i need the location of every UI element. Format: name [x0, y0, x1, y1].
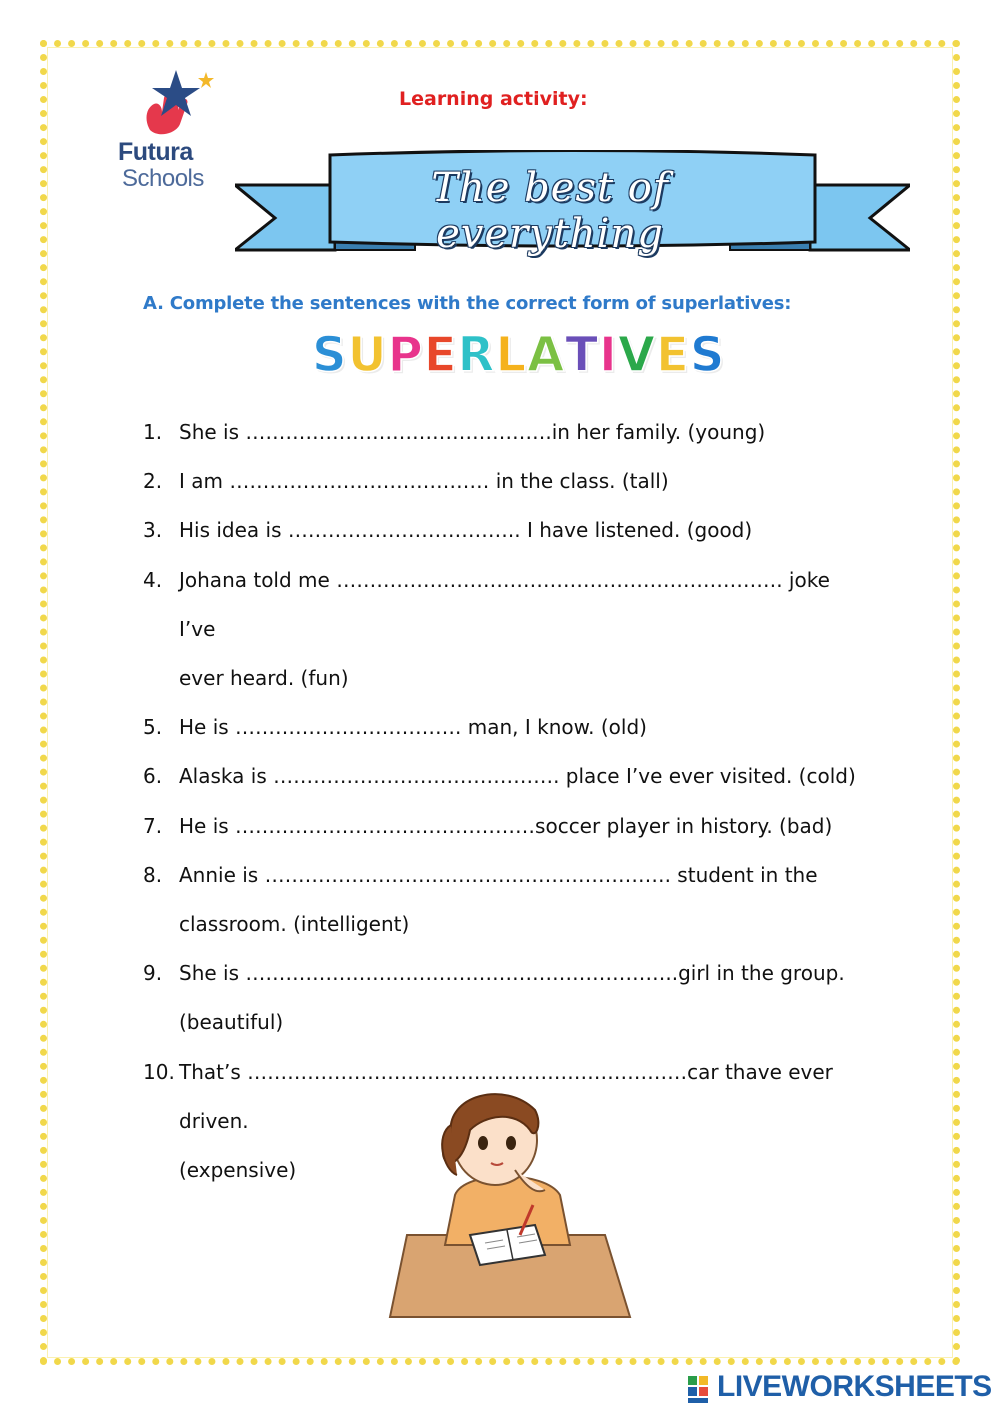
exercise-item — [143, 654, 863, 703]
superlatives-letter: E — [656, 327, 690, 383]
exercise-item — [143, 851, 863, 900]
logo-text-futura: Futura — [118, 138, 193, 166]
exercise-number: 10. — [143, 1059, 175, 1084]
exercise-text: (beautiful) — [179, 1010, 284, 1035]
futura-star-hand-logo-icon — [118, 68, 228, 140]
exercise-text: Annie is ……………………………………………………. student in the — [179, 862, 818, 887]
girl-studying-illustration-icon — [385, 1085, 635, 1325]
superlatives-letter: T — [565, 327, 600, 383]
section-a-instructions: A. Complete the sentences with the correct form of superlatives: — [143, 293, 792, 314]
exercise-item — [143, 900, 863, 949]
exercise-item — [143, 703, 863, 752]
superlatives-letter: V — [617, 327, 657, 383]
exercise-text: He is ………………………………………soccer player in history. (bad) — [179, 813, 833, 838]
footer-brand: LIVEWORKSHEETS — [717, 1370, 992, 1403]
superlatives-word-art — [312, 325, 772, 385]
exercise-text: His idea is …………………………….. I have listened. (good) — [179, 518, 753, 543]
logo-text-schools: Schools — [122, 165, 204, 192]
exercise-item — [143, 998, 863, 1047]
exercise-list — [143, 408, 863, 1195]
exercise-item — [143, 408, 863, 457]
superlatives-letter: I — [599, 327, 618, 383]
superlatives-letter: A — [527, 327, 566, 383]
exercise-number: 4. — [143, 567, 163, 592]
exercise-text: I am ………………………………… in the class. (tall) — [179, 469, 669, 494]
superlatives-letter: U — [347, 327, 388, 383]
futura-logo — [118, 68, 228, 193]
exercise-item — [143, 949, 863, 998]
exercise-item — [143, 556, 863, 654]
exercise-text: Johana told me …………………………………………………………. joke I’ve — [179, 567, 830, 641]
superlatives-letter: P — [387, 327, 424, 383]
superlatives-letter: L — [495, 327, 528, 383]
exercise-number: 3. — [143, 518, 163, 543]
exercise-text: She is ……………………………………….in her family. (young) — [179, 420, 766, 444]
exercise-text: She is ………………………………………………………..girl in the group. — [179, 961, 845, 986]
exercise-number: 2. — [143, 469, 163, 494]
exercise-item — [143, 752, 863, 801]
superlatives-letter: R — [457, 327, 496, 383]
exercise-number: 5. — [143, 715, 163, 740]
exercise-text: classroom. (intelligent) — [179, 912, 410, 937]
exercise-number: 6. — [143, 764, 163, 789]
banner-title: The best of everything — [431, 165, 669, 257]
activity-label: Learning activity: — [399, 88, 588, 110]
superlatives-letter: S — [689, 327, 726, 383]
exercise-number: 8. — [143, 862, 163, 887]
exercise-text: Alaska is ……………………………………. place I’ve ever visited. (cold) — [179, 764, 856, 789]
exercise-text: That’s …………………………………………………………car thave ever driven. — [179, 1059, 833, 1133]
exercise-item — [143, 802, 863, 851]
superlatives-letter: S — [312, 327, 348, 383]
exercise-number: 9. — [143, 961, 163, 986]
exercise-text: (expensive) — [179, 1158, 297, 1183]
exercise-text: He is ……………………………. man, I know. (old) — [179, 715, 647, 740]
exercise-text: ever heard. (fun) — [179, 666, 349, 691]
exercise-number: 7. — [143, 813, 163, 838]
exercise-number: 1. — [143, 420, 163, 444]
superlatives-letter: E — [423, 327, 458, 383]
exercise-item — [143, 457, 863, 506]
exercise-item — [143, 506, 863, 555]
